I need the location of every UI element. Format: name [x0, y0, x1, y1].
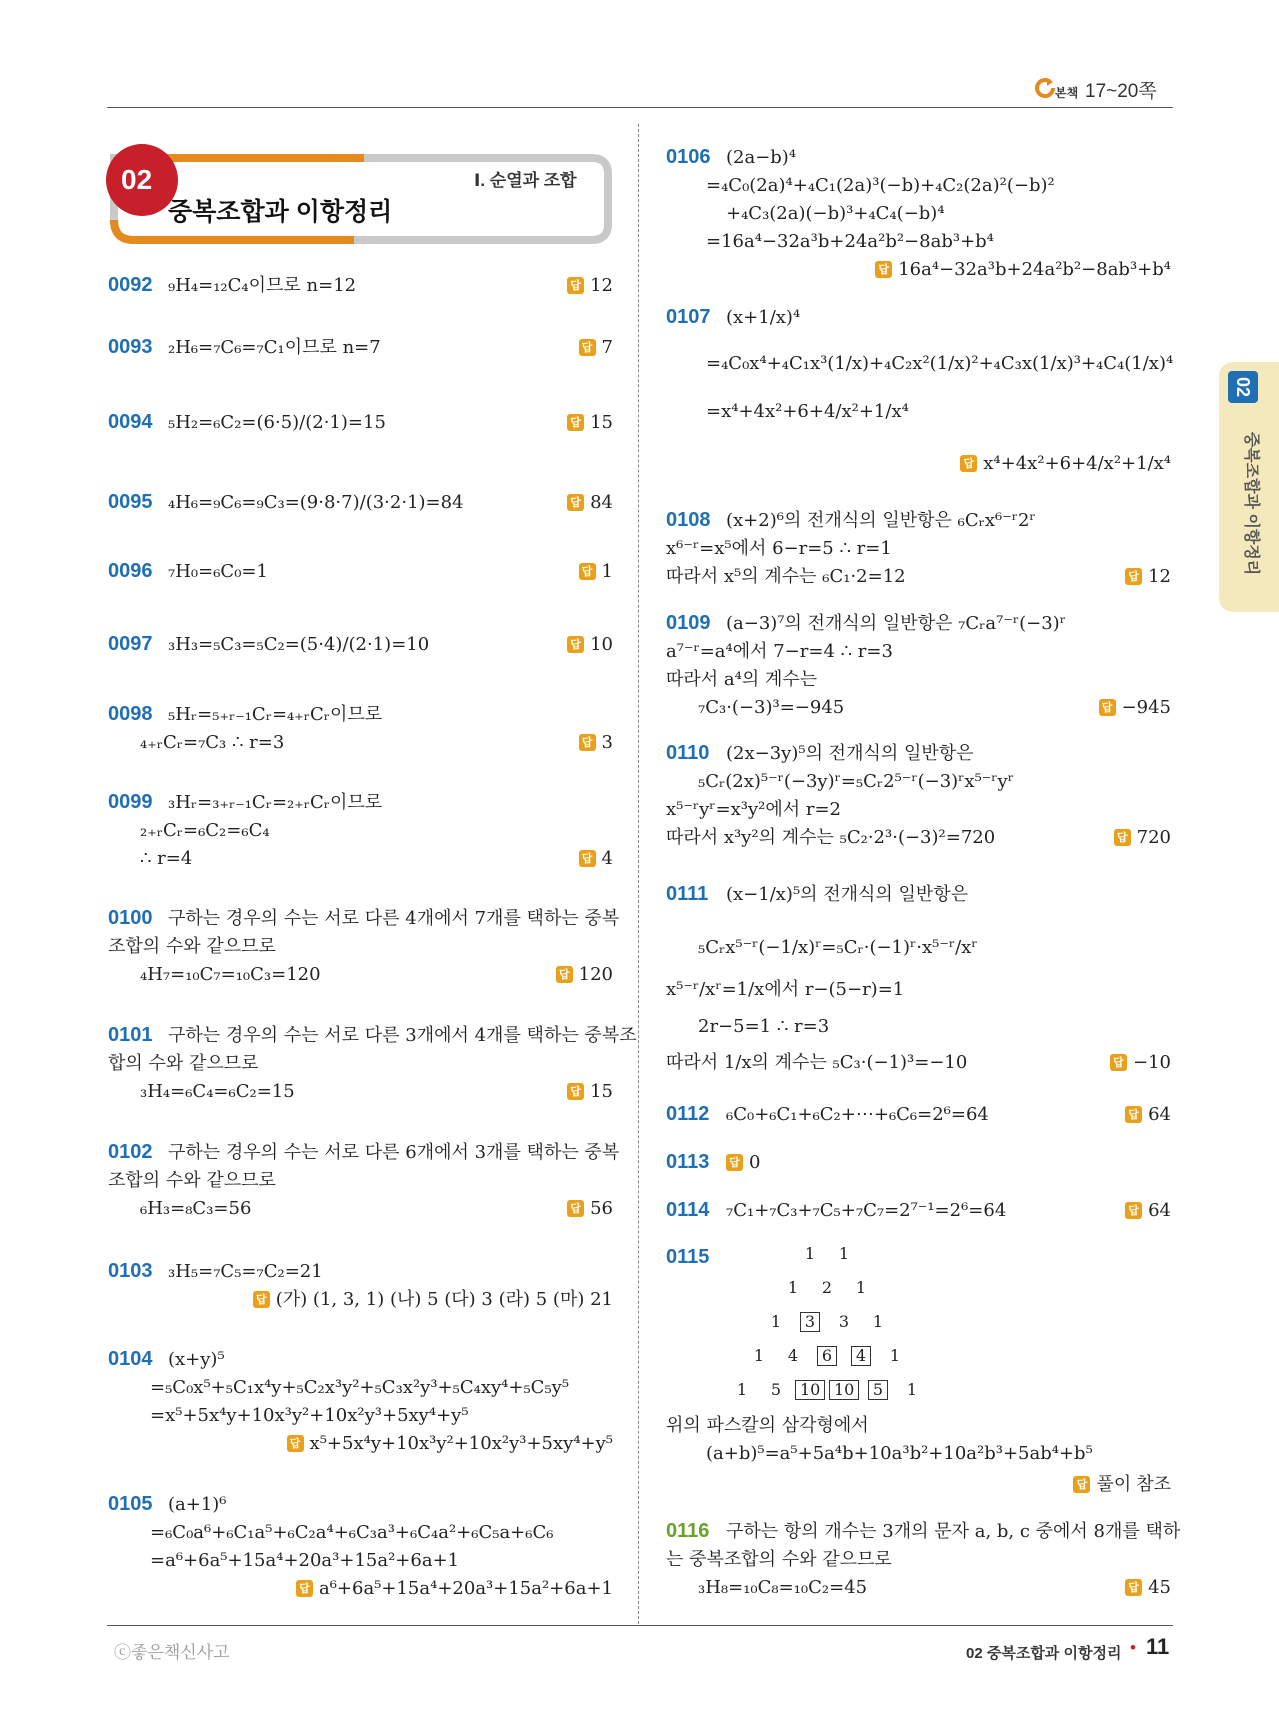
solution-line: x⁵⁻ʳyʳ=x³y²에서 r=2: [666, 799, 842, 820]
footer-rule: [107, 1625, 1173, 1626]
solution-line: ₄H₆=₉C₆=₉C₃=(9·8·7)/(3·2·1)=84: [168, 492, 464, 513]
solution-line: ₃H₈=₁₀C₈=₁₀C₂=45: [698, 1577, 868, 1598]
pascal-cell: 4: [787, 1346, 799, 1365]
pascal-cell: 1: [889, 1346, 901, 1365]
answer-value: 64: [1148, 1104, 1171, 1125]
answer-value: 12: [590, 275, 613, 296]
chapter-title: 중복조합과 이항정리: [168, 198, 393, 226]
answer: [567, 491, 613, 515]
pascal-cell: 2: [821, 1278, 833, 1297]
answer-icon: 답: [253, 1291, 270, 1308]
pascal-cell: [846, 1346, 876, 1366]
problem-number: 0112: [666, 1103, 710, 1125]
pascal-cell: [795, 1380, 825, 1400]
answer: [1125, 1103, 1171, 1127]
pascal-boxed-value: 4: [851, 1346, 871, 1366]
answer: [253, 1288, 613, 1312]
solution-line: (x−1/x)⁵의 전개식의 일반항은: [726, 884, 969, 905]
solution-line: ₃H₃=₅C₃=₅C₂=(5·4)/(2·1)=10: [168, 634, 430, 655]
problem-number: 0113: [666, 1151, 710, 1173]
problem-number: 0100: [108, 907, 153, 929]
solution-line: ₂H₆=₇C₆=₇C₁이므로 n=7: [168, 337, 381, 358]
answer-icon: 답: [556, 966, 573, 983]
answer: [960, 452, 1171, 476]
solution-line: (a+1)⁶: [168, 1494, 227, 1515]
answer-icon: 답: [567, 277, 584, 294]
answer-value: 56: [590, 1198, 613, 1219]
answer-value: 0: [749, 1152, 761, 1173]
pascal-cell: 1: [838, 1244, 850, 1263]
solution-line: =16a⁴−32a³b+24a²b²−8ab³+b⁴: [706, 231, 994, 252]
ref-label: 본책: [1055, 86, 1079, 100]
answer-icon: 답: [960, 455, 977, 472]
answer-icon: 답: [579, 563, 596, 580]
refresh-arrow-icon: [1033, 76, 1057, 100]
pascal-boxed-value: 6: [817, 1346, 837, 1366]
pascal-cell: [829, 1380, 859, 1400]
answer-value: 84: [590, 492, 613, 513]
solution-line: ∴ r=4: [140, 848, 193, 869]
answer: [579, 336, 613, 360]
problem-number: 0110: [666, 742, 710, 764]
answer-value: a⁶+6a⁵+15a⁴+20a³+15a²+6a+1: [318, 1578, 613, 1599]
pascal-boxed-value: 10: [795, 1380, 825, 1400]
answer-icon: 답: [1114, 829, 1131, 846]
answer-value: 3: [601, 732, 613, 753]
solution-line: =x⁵+5x⁴y+10x³y²+10x²y³+5xy⁴+y⁵: [150, 1405, 469, 1426]
answer: [579, 560, 613, 584]
solution-line: 위의 파스칼의 삼각형에서: [666, 1415, 869, 1436]
answer-value: 풀이 참조: [1096, 1474, 1171, 1494]
answer-icon: 답: [567, 1083, 584, 1100]
solution-line: a⁷⁻ʳ=a⁴에서 7−r=4 ∴ r=3: [666, 641, 893, 662]
problem-number: 0102: [108, 1141, 153, 1163]
solution-line: x⁵⁻ʳ/xʳ=1/x에서 r−(5−r)=1: [666, 979, 905, 1000]
solution-line: 구하는 항의 개수는 3개의 문자 a, b, c 중에서 8개를 택하: [726, 1521, 1181, 1542]
side-tab-number: 02: [1228, 371, 1258, 403]
problem-number: 0106: [666, 146, 711, 168]
problem-number: 0107: [666, 306, 711, 328]
answer-value: 45: [1148, 1577, 1171, 1598]
pascal-cell: 1: [906, 1380, 918, 1399]
answer-icon: 답: [567, 494, 584, 511]
answer-icon: 답: [579, 734, 596, 751]
answer-value: 720: [1136, 827, 1171, 848]
answer: [1114, 826, 1171, 850]
problem-number: 0094: [108, 411, 153, 433]
answer-icon: 답: [1099, 699, 1116, 716]
answer-icon: 답: [567, 414, 584, 431]
solution-line: ₅Cᵣx⁵⁻ʳ(−1/x)ʳ=₅Cᵣ·(−1)ʳ·x⁵⁻ʳ/xʳ: [698, 937, 978, 958]
answer-icon: 답: [579, 850, 596, 867]
solution-line: +₄C₃(2a)(−b)³+₄C₄(−b)⁴: [726, 203, 945, 224]
answer-icon: 답: [567, 636, 584, 653]
problem-number: 0109: [666, 612, 711, 634]
answer-icon: 답: [1125, 568, 1142, 585]
solution-line: =₄C₀(2a)⁴+₄C₁(2a)³(−b)+₄C₂(2a)²(−b)²: [706, 175, 1055, 196]
solution-line: 조합의 수와 같으므로: [108, 1170, 276, 1191]
problem-number: 0093: [108, 336, 153, 358]
solution-line: ₉H₄=₁₂C₄이므로 n=12: [168, 275, 357, 296]
solution-line: ₇C₁+₇C₃+₇C₅+₇C₇=2⁷⁻¹=2⁶=64: [726, 1200, 1007, 1221]
solution-line: ₃H₄=₆C₄=₆C₂=15: [140, 1081, 295, 1102]
footer-page-number: 11: [1146, 1634, 1170, 1659]
problem-number: 0095: [108, 491, 153, 513]
solution-line: 구하는 경우의 수는 서로 다른 4개에서 7개를 택하는 중복: [168, 908, 620, 929]
solution-line: ₅Cᵣ(2x)⁵⁻ʳ(−3y)ʳ=₅Cᵣ2⁵⁻ʳ(−3)ʳx⁵⁻ʳyʳ: [698, 771, 1014, 792]
answer: [1110, 1051, 1171, 1075]
solution-line: (2a−b)⁴: [726, 147, 797, 168]
solution-line: 따라서 x⁵의 계수는 ₆C₁·2=12: [666, 566, 906, 587]
side-tab: [1219, 362, 1279, 612]
chapter-unit: Ⅰ. 순열과 조합: [474, 171, 577, 190]
header-rule: [107, 107, 1173, 108]
answer-value: x⁴+4x²+6+4/x²+1/x⁴: [983, 453, 1171, 474]
solution-line: =₅C₀x⁵+₅C₁x⁴y+₅C₂x³y²+₅C₃x²y³+₅C₄xy⁴+₅C₅y⁵: [150, 1377, 570, 1398]
answer-icon: 답: [1125, 1579, 1142, 1596]
pascal-cell: 3: [838, 1312, 850, 1331]
pascal-cell: [863, 1380, 893, 1400]
solution-line: ₃H₅=₇C₅=₇C₂=21: [168, 1261, 323, 1282]
answer-value: 7: [601, 337, 613, 358]
problem-number: 0092: [108, 274, 153, 296]
answer: [556, 963, 613, 987]
solution-line: ₄H₇=₁₀C₇=₁₀C₃=120: [140, 964, 321, 985]
answer: [567, 1080, 613, 1104]
problem-number: 0101: [108, 1024, 153, 1046]
answer: [1125, 1199, 1171, 1223]
answer-icon: 답: [1073, 1476, 1090, 1493]
solution-line: 2r−5=1 ∴ r=3: [698, 1016, 830, 1037]
footer-publisher: ⓒ좋은책신사고: [114, 1643, 230, 1662]
solution-line: ₇H₀=₆C₀=1: [168, 561, 268, 582]
solution-line: ₂₊ᵣCᵣ=₆C₂=₆C₄: [140, 820, 270, 841]
problem-number: 0115: [666, 1246, 710, 1268]
answer: [287, 1432, 613, 1456]
solution-line: (2x−3y)⁵의 전개식의 일반항은: [726, 743, 974, 764]
footer-section: 02 중복조합과 이항정리: [966, 1645, 1122, 1662]
pascal-cell: [795, 1312, 825, 1332]
answer-value: 1: [601, 561, 613, 582]
solution-line: =a⁶+6a⁵+15a⁴+20a³+15a²+6a+1: [150, 1550, 460, 1571]
solution-line: ₅Hᵣ=₅₊ᵣ₋₁Cᵣ=₄₊ᵣCᵣ이므로: [168, 704, 383, 725]
problem-number: 0111: [666, 883, 709, 905]
solution-line: ₄₊ᵣCᵣ=₇C₃ ∴ r=3: [140, 732, 285, 753]
solution-line: ₇C₃·(−3)³=−945: [698, 697, 845, 718]
answer-icon: 답: [875, 261, 892, 278]
answer: [567, 1197, 613, 1221]
answer-icon: 답: [1125, 1202, 1142, 1219]
problem-number: 0108: [666, 509, 711, 531]
answer: [296, 1577, 613, 1601]
answer-value: 15: [590, 1081, 613, 1102]
answer: [1125, 1576, 1171, 1600]
solution-line: 합의 수와 같으므로: [108, 1053, 259, 1074]
problem-number: 0097: [108, 633, 153, 655]
answer-icon: 답: [296, 1580, 313, 1597]
solution-line: 구하는 경우의 수는 서로 다른 3개에서 4개를 택하는 중복조: [168, 1025, 637, 1046]
pascal-cell: 1: [872, 1312, 884, 1331]
answer-value: 64: [1148, 1200, 1171, 1221]
solution-line: =₄C₀x⁴+₄C₁x³(1/x)+₄C₂x²(1/x)²+₄C₃x(1/x)³+₄C₄(1/x)⁴: [706, 353, 1174, 374]
footer-bullet: •: [1130, 1638, 1136, 1657]
answer: [726, 1151, 760, 1175]
solution-line: (x+1/x)⁴: [726, 307, 801, 328]
page-header: [107, 74, 1173, 110]
problem-number: 0098: [108, 703, 153, 725]
pascal-boxed-value: 3: [800, 1312, 820, 1332]
solution-line: (x+y)⁵: [168, 1349, 225, 1370]
solution-line: 따라서 1/x의 계수는 ₅C₃·(−1)³=−10: [666, 1052, 968, 1073]
answer-icon: 답: [579, 339, 596, 356]
answer-icon: 답: [1110, 1054, 1127, 1071]
pascal-cell: [812, 1346, 842, 1366]
answer-value: 15: [590, 412, 613, 433]
pascal-cell: 1: [753, 1346, 765, 1365]
chapter-number: 02: [121, 164, 153, 195]
answer-value: 10: [590, 634, 613, 655]
solution-line: =x⁴+4x²+6+4/x²+1/x⁴: [706, 401, 909, 422]
answer-value: x⁵+5x⁴y+10x³y²+10x²y³+5xy⁴+y⁵: [309, 1433, 613, 1454]
answer-icon: 답: [287, 1435, 304, 1452]
solution-line: ₅H₂=₆C₂=(6·5)/(2·1)=15: [168, 412, 386, 433]
answer: [567, 274, 613, 298]
problem-number: 0104: [108, 1348, 153, 1370]
column-divider: [638, 124, 639, 1624]
solution-line: 는 중복조합의 수와 같으므로: [666, 1549, 892, 1570]
solution-line: (x+2)⁶의 전개식의 일반항은 ₆Cᵣx⁶⁻ʳ2ʳ: [726, 510, 1036, 531]
problem-number: 0114: [666, 1199, 710, 1221]
answer: [1125, 565, 1171, 589]
solution-line: ₆C₀+₆C₁+₆C₂+⋯+₆C₆=2⁶=64: [726, 1104, 989, 1125]
solution-line: 조합의 수와 같으므로: [108, 936, 276, 957]
answer: [1099, 696, 1171, 720]
solution-line: 따라서 a⁴의 계수는: [666, 669, 818, 690]
answer-icon: 답: [726, 1154, 743, 1171]
answer: [567, 633, 613, 657]
answer-value: −945: [1121, 697, 1171, 718]
solution-line: (a+b)⁵=a⁵+5a⁴b+10a³b²+10a²b³+5ab⁴+b⁵: [706, 1443, 1093, 1464]
pascal-cell: 5: [770, 1380, 782, 1399]
pascal-cell: 1: [787, 1278, 799, 1297]
solution-line: =₆C₀a⁶+₆C₁a⁵+₆C₂a⁴+₆C₃a³+₆C₄a²+₆C₅a+₆C₆: [150, 1522, 554, 1543]
pascal-cell: 1: [736, 1380, 748, 1399]
solution-line: (a−3)⁷의 전개식의 일반항은 ₇Cᵣa⁷⁻ʳ(−3)ʳ: [726, 613, 1066, 634]
problem-number: 0099: [108, 791, 153, 813]
ref-pages: 17~20쪽: [1085, 81, 1157, 102]
answer-value: 16a⁴−32a³b+24a²b²−8ab³+b⁴: [898, 259, 1171, 280]
chapter-banner: [104, 138, 614, 248]
problem-number: 0105: [108, 1493, 153, 1515]
problem-number: 0116: [666, 1520, 710, 1542]
answer: [875, 258, 1171, 282]
answer-value: 4: [601, 848, 613, 869]
problem-number: 0096: [108, 560, 153, 582]
solution-line: ₃Hᵣ=₃₊ᵣ₋₁Cᵣ=₂₊ᵣCᵣ이므로: [168, 792, 383, 813]
pascal-cell: 1: [855, 1278, 867, 1297]
answer: [579, 847, 613, 871]
pascal-cell: 1: [770, 1312, 782, 1331]
answer-value: −10: [1133, 1052, 1171, 1073]
solution-line: x⁶⁻ʳ=x⁵에서 6−r=5 ∴ r=1: [666, 538, 892, 559]
pascal-boxed-value: 5: [868, 1380, 888, 1400]
answer-value: 12: [1148, 566, 1171, 587]
answer: [1073, 1472, 1171, 1496]
solution-line: 구하는 경우의 수는 서로 다른 6개에서 3개를 택하는 중복: [168, 1142, 620, 1163]
pascal-cell: 1: [804, 1244, 816, 1263]
solution-line: ₆H₃=₈C₃=56: [140, 1198, 252, 1219]
solution-line: 따라서 x³y²의 계수는 ₅C₂·2³·(−3)²=720: [666, 827, 996, 848]
answer-value: (가) (1, 3, 1) (나) 5 (다) 3 (라) 5 (마) 21: [275, 1289, 613, 1310]
side-tab-title: 중복조합과 이항정리: [1242, 431, 1260, 576]
answer-icon: 답: [567, 1200, 584, 1217]
problem-number: 0103: [108, 1260, 153, 1282]
answer-value: 120: [578, 964, 613, 985]
answer-icon: 답: [1125, 1106, 1142, 1123]
pascal-triangle: [700, 1244, 960, 1404]
pascal-boxed-value: 10: [829, 1380, 859, 1400]
answer: [567, 411, 613, 435]
answer: [579, 731, 613, 755]
